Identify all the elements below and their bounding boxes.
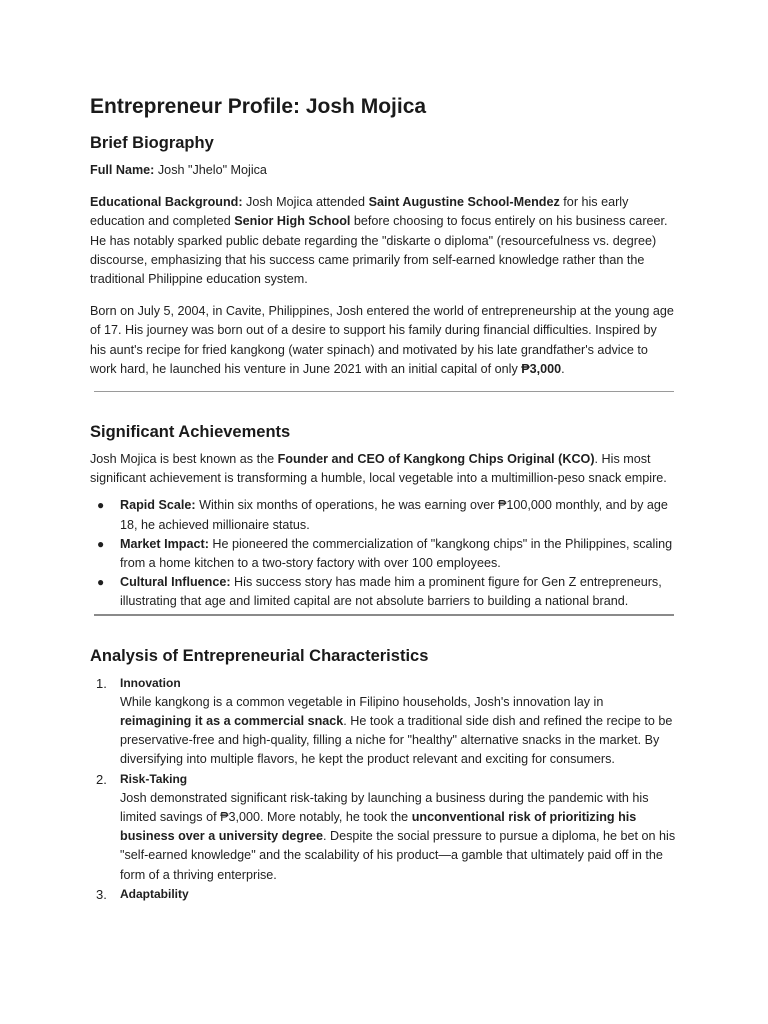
education-paragraph xyxy=(90,193,676,289)
initial-capital: ₱3,000 xyxy=(521,361,562,376)
achievements-intro xyxy=(90,450,676,488)
school-name: Saint Augustine School-Mendez xyxy=(368,195,560,210)
bullet-icon: ● xyxy=(97,575,105,590)
bullet-icon: ● xyxy=(97,536,105,551)
characteristic-title: Adaptability xyxy=(120,886,189,901)
spacer xyxy=(90,392,676,420)
analysis-text: . He took a traditional side dish and refined the recipe to be preservative-free and high-quality, filling a niche for "healthy" alternative snacks in the market. By diversifying into multiple flavors, he kept the product relevant and exciting for consumers. xyxy=(120,714,673,767)
achievements-heading: Significant Achievements xyxy=(90,423,291,442)
analysis-emphasis: reimagining it as a commercial snack xyxy=(120,714,344,729)
achievements-text: . His most significant achievement is transforming a humble, local vegetable into a multimillion-peso snack empire. xyxy=(90,452,667,486)
document-page xyxy=(90,92,676,904)
achievement-text: Within six months of operations, he was earning over ₱100,000 monthly, and by age 18, he achieved millionaire status. xyxy=(120,498,668,532)
characteristic-title: Risk-Taking xyxy=(120,771,188,786)
full-name-line xyxy=(90,161,676,180)
list-item xyxy=(90,885,676,904)
characteristic-text xyxy=(120,693,676,770)
achievement-label: Market Impact: xyxy=(120,536,209,551)
origin-text: Born on July 5, 2004, in Cavite, Philippines, Josh entered the world of entrepreneurship at the young age of 17. His journey was born out of a desire to support his family during financial difficulties. Inspired by his aunt's recipe for fried kangkong (water spinach) and motivated by his late grandfather's advice to work hard, he launched his venture in June 2021 with an initial capital of only xyxy=(90,304,674,376)
list-item xyxy=(90,573,676,611)
analysis-heading: Analysis of Entrepreneurial Characteristics xyxy=(90,646,429,665)
analysis-text: Josh demonstrated significant risk-taking by launching a business during the pandemic with his limited savings of ₱3,000. More notably, he took the xyxy=(120,790,649,825)
list-number: 3. xyxy=(96,886,107,902)
biography-heading: Brief Biography xyxy=(90,134,214,152)
achievement-text: He pioneered the commercialization of "kangkong chips" in the Philippines, scaling from a home kitchen to a two-story factory with over 100 employees. xyxy=(120,536,673,571)
achievements-text: Josh Mojica is best known as the xyxy=(90,452,278,467)
list-item xyxy=(90,535,676,573)
achievement-label: Cultural Influence: xyxy=(120,575,231,590)
education-label: Educational Background: xyxy=(90,195,243,210)
analysis-emphasis: unconventional risk of prioritizing his business over a university degree xyxy=(120,810,637,844)
senior-high-school: Senior High School xyxy=(234,214,351,229)
characteristic-text xyxy=(120,789,676,885)
achievements-list xyxy=(90,496,676,611)
analysis-text: While kangkong is a common vegetable in Filipino households, Josh's innovation lay in xyxy=(120,694,604,709)
full-name-value: Josh "Jhelo" Mojica xyxy=(154,163,267,177)
bullet-icon: ● xyxy=(97,498,105,513)
company-name: Founder and CEO of Kangkong Chips Original (KCO) xyxy=(277,452,595,467)
origin-text: . xyxy=(561,361,565,376)
education-text: for his early education and completed xyxy=(90,195,629,229)
list-item xyxy=(90,770,676,885)
spacer xyxy=(90,616,676,644)
characteristic-title: Innovation xyxy=(120,675,181,690)
page-title: Entrepreneur Profile: Josh Mojica xyxy=(90,95,427,118)
analysis-list xyxy=(90,674,676,904)
list-item xyxy=(90,674,676,770)
education-text: before choosing to focus entirely on his business career. He has notably sparked public debate regarding the "diskarte o diploma" (resourcefulness vs. degree) discourse, emphasizing that his success came primarily from self-earned knowledge rather than the traditional Philippine education system. xyxy=(90,214,668,287)
achievement-label: Rapid Scale: xyxy=(120,498,196,513)
achievement-text: His success story has made him a prominent figure for Gen Z entrepreneurs, illustrating that age and limited capital are not absolute barriers to building a national brand. xyxy=(120,575,662,609)
list-item xyxy=(90,496,676,534)
education-text: Josh Mojica attended xyxy=(242,195,369,210)
analysis-text: . Despite the social pressure to pursue a diploma, he bet on his "self-earned knowledge" and the scalability of his product—a gamble that ultimately paid off in the form of a thriving enterprise. xyxy=(120,829,676,882)
origin-paragraph xyxy=(90,302,676,379)
list-number: 1. xyxy=(96,675,107,691)
list-number: 2. xyxy=(96,771,107,787)
full-name-label: Full Name: xyxy=(90,163,155,177)
